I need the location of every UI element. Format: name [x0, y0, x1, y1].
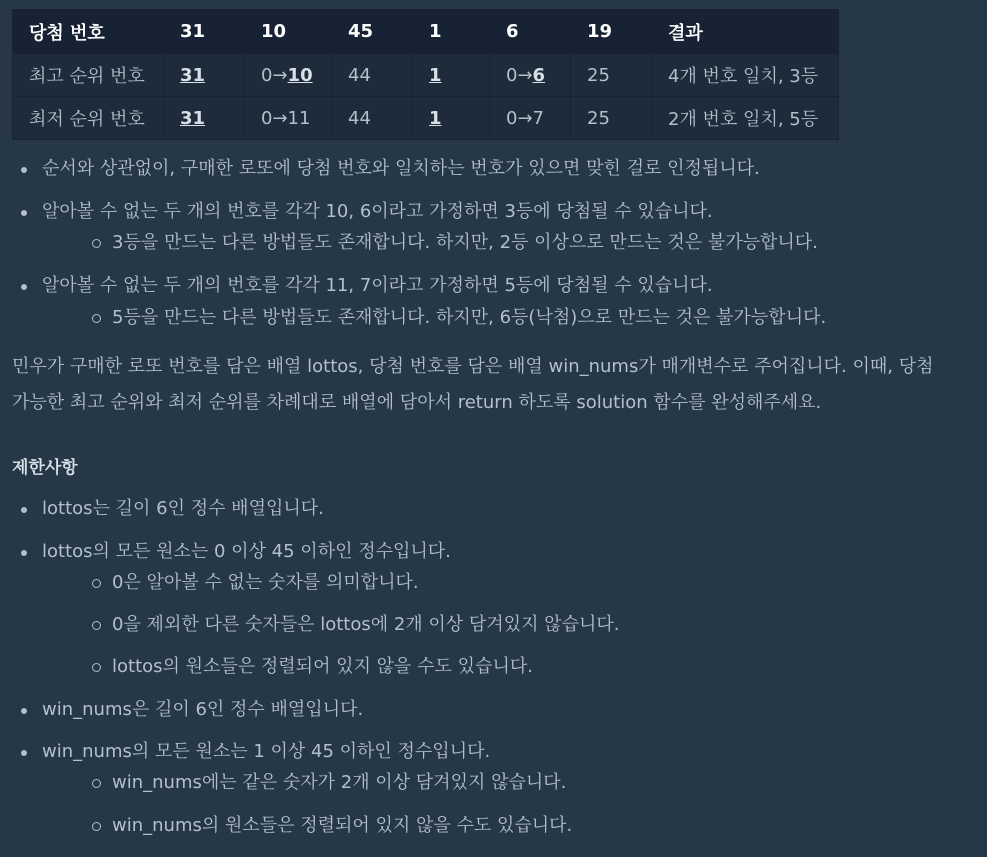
list-item: lottos의 모든 원소는 0 이상 45 이하인 정수입니다.	[42, 541, 451, 562]
row-label: 최저 순위 번호	[13, 97, 164, 140]
cell-prefix: 0→	[261, 64, 288, 86]
row-label: 최고 순위 번호	[13, 54, 164, 97]
table-cell: 25	[571, 54, 652, 97]
cell-prefix: 0→	[506, 64, 533, 86]
header-cell: 당첨 번호	[13, 10, 164, 54]
table-header-row	[13, 10, 839, 54]
list-item: win_nums에는 같은 숫자가 2개 이상 담겨있지 않습니다.	[112, 772, 567, 793]
list-item: 3등을 만드는 다른 방법들도 존재합니다. 하지만, 2등 이상으로 만드는 것은 불가능합니다.	[112, 232, 818, 253]
description-line: 가능한 최고 순위와 최저 순위를 차례대로 배열에 담아서 return 하도록 solution 함수를 완성해주세요.	[12, 392, 822, 413]
header-cell: 45	[332, 10, 413, 54]
header-cell: 10	[245, 10, 332, 54]
highlight-value: 6	[532, 64, 546, 86]
table-cell: 44	[332, 97, 413, 140]
highlight-value: 31	[180, 107, 206, 129]
result-cell: 4개 번호 일치, 3등	[652, 54, 839, 97]
header-cell: 31	[164, 10, 245, 54]
list-item: lottos의 원소들은 정렬되어 있지 않을 수도 있습니다.	[112, 656, 533, 677]
highlight-value: 1	[429, 64, 442, 86]
table-row	[13, 97, 839, 140]
table-cell	[164, 97, 245, 140]
list-item: win_nums의 원소들은 정렬되어 있지 않을 수도 있습니다.	[112, 815, 573, 836]
table-cell	[164, 54, 245, 97]
highlight-value: 10	[287, 64, 313, 86]
header-cell: 6	[490, 10, 571, 54]
table-cell	[490, 54, 571, 97]
table-cell: 0→7	[490, 97, 571, 140]
result-cell: 2개 번호 일치, 5등	[652, 97, 839, 140]
highlight-value: 31	[180, 64, 206, 86]
list-item: 0은 알아볼 수 없는 숫자를 의미합니다.	[112, 572, 419, 593]
list-item: 0을 제외한 다른 숫자들은 lottos에 2개 이상 담겨있지 않습니다.	[112, 614, 620, 635]
list-item: lottos는 길이 6인 정수 배열입니다.	[42, 498, 324, 519]
header-cell: 결과	[652, 10, 839, 54]
lotto-result-table	[12, 9, 839, 140]
list-item: win_nums의 모든 원소는 1 이상 45 이하인 정수입니다.	[42, 741, 491, 762]
header-cell: 1	[413, 10, 490, 54]
table-cell	[413, 97, 490, 140]
header-cell: 19	[571, 10, 652, 54]
table-cell	[245, 54, 332, 97]
list-item: 5등을 만드는 다른 방법들도 존재합니다. 하지만, 6등(낙첨)으로 만드는 것은 불가능합니다.	[112, 307, 827, 328]
highlight-value: 1	[429, 107, 442, 129]
section-heading: 제한사항	[12, 458, 78, 478]
list-item: win_nums은 길이 6인 정수 배열입니다.	[42, 699, 364, 720]
table-cell: 0→11	[245, 97, 332, 140]
list-item: 알아볼 수 없는 두 개의 번호를 각각 10, 6이라고 가정하면 3등에 당첨될 수 있습니다.	[42, 201, 713, 222]
table-cell: 25	[571, 97, 652, 140]
table-row	[13, 54, 839, 97]
table-cell	[413, 54, 490, 97]
list-item: 순서와 상관없이, 구매한 로또에 당첨 번호와 일치하는 번호가 있으면 맞힌 걸로 인정됩니다.	[42, 158, 760, 179]
description-line: 민우가 구매한 로또 번호를 담은 배열 lottos, 당첨 번호를 담은 배열 win_nums가 매개변수로 주어집니다. 이때, 당첨	[12, 356, 934, 377]
list-item: 알아볼 수 없는 두 개의 번호를 각각 11, 7이라고 가정하면 5등에 당첨될 수 있습니다.	[42, 275, 713, 296]
table-cell: 44	[332, 54, 413, 97]
